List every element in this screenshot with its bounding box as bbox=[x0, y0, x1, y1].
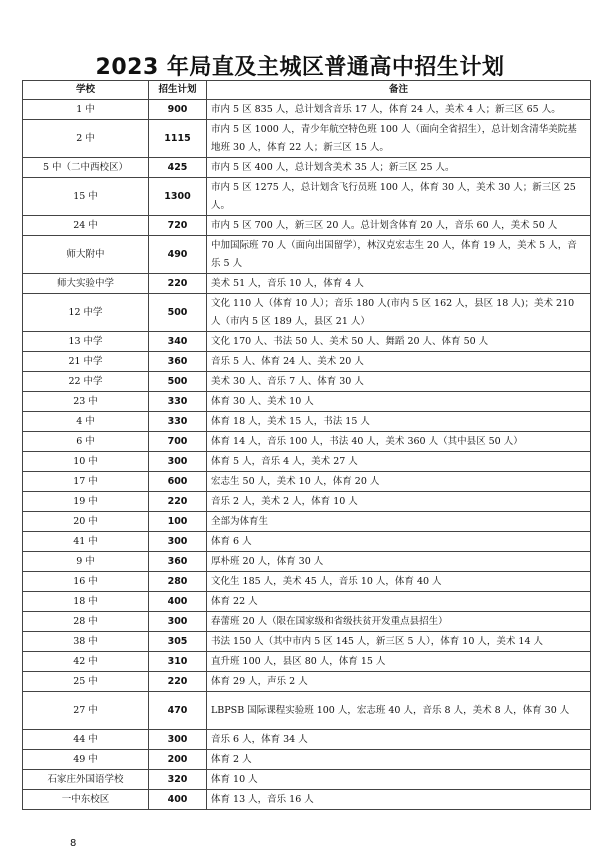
quota-cell: 200 bbox=[149, 750, 207, 770]
school-cell: 12 中学 bbox=[23, 294, 149, 332]
table-row bbox=[23, 452, 591, 472]
school-cell: 28 中 bbox=[23, 612, 149, 632]
school-cell: 38 中 bbox=[23, 632, 149, 652]
school-cell: 24 中 bbox=[23, 216, 149, 236]
table-row bbox=[23, 216, 591, 236]
table-row bbox=[23, 492, 591, 512]
school-cell: 16 中 bbox=[23, 572, 149, 592]
table-row bbox=[23, 332, 591, 352]
note-cell: 直升班 100 人，县区 80 人，体育 15 人 bbox=[207, 652, 591, 672]
quota-cell: 100 bbox=[149, 512, 207, 532]
table-row bbox=[23, 352, 591, 372]
school-cell: 15 中 bbox=[23, 178, 149, 216]
table-row bbox=[23, 100, 591, 120]
quota-cell: 600 bbox=[149, 472, 207, 492]
school-cell: 21 中学 bbox=[23, 352, 149, 372]
quota-cell: 300 bbox=[149, 730, 207, 750]
note-cell: 市内 5 区 1275 人，总计划含飞行员班 100 人，体育 30 人，美术 30 人；新三区 25 人。 bbox=[207, 178, 591, 216]
table-row bbox=[23, 652, 591, 672]
school-cell: 2 中 bbox=[23, 120, 149, 158]
quota-cell: 1115 bbox=[149, 120, 207, 158]
table-row bbox=[23, 790, 591, 810]
table-row bbox=[23, 412, 591, 432]
note-cell: LBPSB 国际课程实验班 100 人，宏志班 40 人，音乐 8 人，美术 8 人，体育 30 人 bbox=[207, 692, 591, 730]
table-header-row bbox=[23, 81, 591, 100]
table-row bbox=[23, 770, 591, 790]
quota-cell: 280 bbox=[149, 572, 207, 592]
table-row bbox=[23, 178, 591, 216]
table-row bbox=[23, 730, 591, 750]
table-row bbox=[23, 236, 591, 274]
quota-cell: 340 bbox=[149, 332, 207, 352]
school-cell: 9 中 bbox=[23, 552, 149, 572]
table-row bbox=[23, 572, 591, 592]
school-cell: 19 中 bbox=[23, 492, 149, 512]
note-cell: 文化生 185 人，美术 45 人，音乐 10 人，体育 40 人 bbox=[207, 572, 591, 592]
quota-cell: 320 bbox=[149, 770, 207, 790]
school-cell: 13 中学 bbox=[23, 332, 149, 352]
table-row bbox=[23, 750, 591, 770]
table-row bbox=[23, 472, 591, 492]
note-cell: 中加国际班 70 人（面向出国留学），林汉克宏志生 20 人，体育 19 人，美术 5 人，音乐 5 人 bbox=[207, 236, 591, 274]
note-cell: 体育 10 人 bbox=[207, 770, 591, 790]
quota-cell: 1300 bbox=[149, 178, 207, 216]
school-cell: 6 中 bbox=[23, 432, 149, 452]
quota-cell: 400 bbox=[149, 790, 207, 810]
school-cell: 22 中学 bbox=[23, 372, 149, 392]
school-cell: 41 中 bbox=[23, 532, 149, 552]
table-row bbox=[23, 512, 591, 532]
note-cell: 音乐 5 人、体育 24 人、美术 20 人 bbox=[207, 352, 591, 372]
quota-cell: 220 bbox=[149, 492, 207, 512]
note-cell: 体育 6 人 bbox=[207, 532, 591, 552]
table-row bbox=[23, 692, 591, 730]
quota-cell: 360 bbox=[149, 352, 207, 372]
note-cell: 书法 150 人（其中市内 5 区 145 人，新三区 5 人），体育 10 人，美术 14 人 bbox=[207, 632, 591, 652]
table-row bbox=[23, 532, 591, 552]
page-number: 8 bbox=[70, 838, 77, 849]
note-cell: 体育 13 人，音乐 16 人 bbox=[207, 790, 591, 810]
note-cell: 美术 30 人、音乐 7 人、体育 30 人 bbox=[207, 372, 591, 392]
note-cell: 厚朴班 20 人，体育 30 人 bbox=[207, 552, 591, 572]
note-cell: 宏志生 50 人，美术 10 人，体育 20 人 bbox=[207, 472, 591, 492]
school-cell: 18 中 bbox=[23, 592, 149, 612]
quota-cell: 500 bbox=[149, 294, 207, 332]
note-cell: 音乐 2 人，美术 2 人，体育 10 人 bbox=[207, 492, 591, 512]
school-cell: 一中东校区 bbox=[23, 790, 149, 810]
table-row bbox=[23, 612, 591, 632]
table-row bbox=[23, 672, 591, 692]
note-cell: 体育 18 人，美术 15 人，书法 15 人 bbox=[207, 412, 591, 432]
note-cell: 市内 5 区 835 人，总计划含音乐 17 人，体育 24 人，美术 4 人；新三区 65 人。 bbox=[207, 100, 591, 120]
quota-cell: 220 bbox=[149, 672, 207, 692]
enrollment-table bbox=[22, 80, 591, 810]
school-cell: 4 中 bbox=[23, 412, 149, 432]
quota-cell: 900 bbox=[149, 100, 207, 120]
school-cell: 10 中 bbox=[23, 452, 149, 472]
school-cell: 27 中 bbox=[23, 692, 149, 730]
note-cell: 体育 2 人 bbox=[207, 750, 591, 770]
quota-cell: 470 bbox=[149, 692, 207, 730]
note-cell: 体育 5 人，音乐 4 人，美术 27 人 bbox=[207, 452, 591, 472]
school-cell: 师大附中 bbox=[23, 236, 149, 274]
note-cell: 春蕾班 20 人（限在国家级和省级扶贫开发重点县招生） bbox=[207, 612, 591, 632]
note-cell: 体育 22 人 bbox=[207, 592, 591, 612]
quota-cell: 310 bbox=[149, 652, 207, 672]
header-quota: 招生计划 bbox=[149, 81, 207, 100]
table-row bbox=[23, 592, 591, 612]
note-cell: 全部为体育生 bbox=[207, 512, 591, 532]
quota-cell: 305 bbox=[149, 632, 207, 652]
table-row bbox=[23, 372, 591, 392]
note-cell: 文化 110 人（体育 10 人）；音乐 180 人(市内 5 区 162 人，县区 18 人)；美术 210 人（市内 5 区 189 人，县区 21 人） bbox=[207, 294, 591, 332]
note-cell: 市内 5 区 1000 人，青少年航空特色班 100 人（面向全省招生），总计划含清华美院基地班 30 人，体育 22 人；新三区 15 人。 bbox=[207, 120, 591, 158]
quota-cell: 400 bbox=[149, 592, 207, 612]
school-cell: 44 中 bbox=[23, 730, 149, 750]
table-row bbox=[23, 552, 591, 572]
quota-cell: 500 bbox=[149, 372, 207, 392]
table-row bbox=[23, 274, 591, 294]
note-cell: 体育 29 人，声乐 2 人 bbox=[207, 672, 591, 692]
school-cell: 5 中（二中西校区） bbox=[23, 158, 149, 178]
school-cell: 师大实验中学 bbox=[23, 274, 149, 294]
note-cell: 美术 51 人，音乐 10 人，体育 4 人 bbox=[207, 274, 591, 294]
note-cell: 市内 5 区 700 人，新三区 20 人。总计划含体育 20 人，音乐 60 人，美术 50 人 bbox=[207, 216, 591, 236]
table-row bbox=[23, 432, 591, 452]
note-cell: 音乐 6 人，体育 34 人 bbox=[207, 730, 591, 750]
school-cell: 23 中 bbox=[23, 392, 149, 412]
quota-cell: 300 bbox=[149, 452, 207, 472]
note-cell: 体育 14 人，音乐 100 人，书法 40 人，美术 360 人（其中县区 50 人） bbox=[207, 432, 591, 452]
table-row bbox=[23, 158, 591, 178]
school-cell: 1 中 bbox=[23, 100, 149, 120]
quota-cell: 220 bbox=[149, 274, 207, 294]
quota-cell: 330 bbox=[149, 412, 207, 432]
school-cell: 42 中 bbox=[23, 652, 149, 672]
note-cell: 文化 170 人、书法 50 人、美术 50 人、舞蹈 20 人、体育 50 人 bbox=[207, 332, 591, 352]
table-row bbox=[23, 120, 591, 158]
school-cell: 49 中 bbox=[23, 750, 149, 770]
quota-cell: 720 bbox=[149, 216, 207, 236]
quota-cell: 300 bbox=[149, 532, 207, 552]
quota-cell: 700 bbox=[149, 432, 207, 452]
note-cell: 市内 5 区 400 人，总计划含美术 35 人；新三区 25 人。 bbox=[207, 158, 591, 178]
quota-cell: 490 bbox=[149, 236, 207, 274]
school-cell: 20 中 bbox=[23, 512, 149, 532]
school-cell: 17 中 bbox=[23, 472, 149, 492]
school-cell: 25 中 bbox=[23, 672, 149, 692]
table-row bbox=[23, 632, 591, 652]
table-row bbox=[23, 392, 591, 412]
header-school: 学校 bbox=[23, 81, 149, 100]
quota-cell: 300 bbox=[149, 612, 207, 632]
quota-cell: 330 bbox=[149, 392, 207, 412]
header-note: 备注 bbox=[207, 81, 591, 100]
quota-cell: 425 bbox=[149, 158, 207, 178]
page-title: 2023 年局直及主城区普通高中招生计划 bbox=[95, 55, 505, 80]
quota-cell: 360 bbox=[149, 552, 207, 572]
table-row bbox=[23, 294, 591, 332]
school-cell: 石家庄外国语学校 bbox=[23, 770, 149, 790]
note-cell: 体育 30 人、美术 10 人 bbox=[207, 392, 591, 412]
